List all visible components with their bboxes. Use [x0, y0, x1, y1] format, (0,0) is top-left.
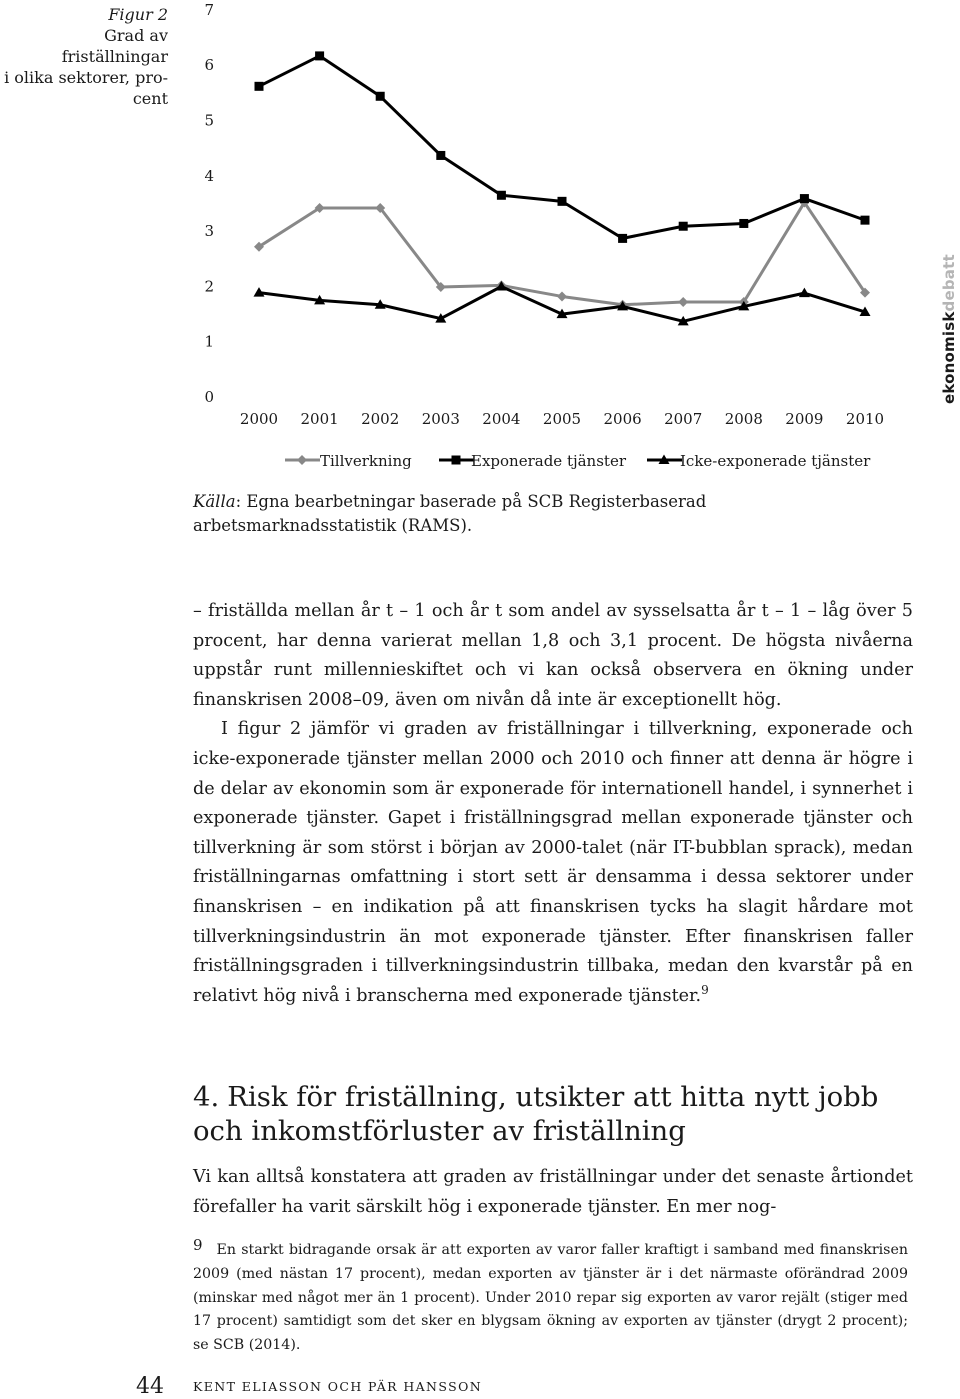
source-label: Källa [193, 492, 236, 511]
data-point-exponerade-tjänster [376, 92, 385, 101]
y-tick-label: 3 [204, 222, 214, 241]
data-point-exponerade-tjänster [558, 197, 567, 206]
data-point-tillverkning [557, 291, 567, 301]
section-number: 4. [193, 1081, 220, 1113]
footnote-number: 9 [193, 1236, 203, 1254]
x-tick-label: 2003 [421, 410, 460, 428]
paragraph: Vi kan alltså konstatera att graden av friställningar under det senaste årtiondet förefaller ha varit särskilt hög i exponerade tjänster. En mer nog- [193, 1167, 913, 1217]
figure-description-line: i olika sektorer, pro- [4, 68, 168, 87]
journal-brand [940, 254, 958, 404]
legend-marker-tillverkning [297, 455, 307, 465]
y-tick-label: 7 [204, 0, 214, 19]
body-text [193, 597, 913, 1011]
footnote [193, 1238, 908, 1358]
data-point-exponerade-tjänster [800, 194, 809, 203]
y-tick-label: 4 [204, 166, 214, 185]
series-line-exponerade-tjänster [259, 56, 865, 238]
page-number: 44 [136, 1374, 164, 1399]
data-point-exponerade-tjänster [255, 82, 264, 91]
x-tick-label: 2001 [300, 410, 339, 428]
figure-source [193, 490, 913, 538]
x-tick-label: 2008 [724, 410, 763, 428]
data-point-exponerade-tjänster [618, 234, 627, 243]
y-tick-label: 5 [204, 111, 214, 130]
footnote-text: En starkt bidragande orsak är att exporten av varor faller kraftigt i samband med finanskrisen 2009 (med nästan 17 procent), medan exporten av tjänster är i det närmaste oförändrad 2009 (minskar med något mer än 1 procent). Under 2010 repar sig exporten av varor rejält (stiger med 17 procent) samtidigt som det sker en blygsam ökning av exporten av tjänster (drygt 2 procent); se SCB (2014). [193, 1242, 908, 1354]
legend-marker-exponerade-tjänster [452, 456, 461, 465]
legend-label: Exponerade tjänster [471, 452, 626, 470]
paragraph: – friställda mellan år t – 1 och år t som andel av sysselsatta år t – 1 – låg över 5 procent, har denna varierat mellan 1,8 och 3,1 procent. De högsta nivåerna uppstår runt millennieskiftet och vi kan också observera en ökning under finanskrisen 2008–09, även om nivån då inte är exceptionellt hög. [193, 601, 913, 710]
brand-part-1: ekonomisk [940, 311, 958, 404]
x-tick-label: 2006 [603, 410, 642, 428]
data-point-exponerade-tjänster [861, 216, 870, 225]
y-tick-label: 6 [204, 56, 214, 75]
data-point-icke-exponerade-tjänster [799, 288, 810, 298]
x-tick-label: 2007 [664, 410, 703, 428]
data-point-exponerade-tjänster [497, 191, 506, 200]
legend-label: Icke-exponerade tjänster [680, 452, 871, 470]
series-line-tillverkning [259, 202, 865, 304]
x-tick-label: 2002 [361, 410, 400, 428]
section-title: Risk för friställning, utsikter att hitta nytt jobb och inkomstförluster av friställning [193, 1081, 879, 1147]
line-chart [0, 0, 960, 480]
legend-label: Tillverkning [320, 452, 412, 470]
x-tick-label: 2004 [482, 410, 521, 428]
y-tick-label: 0 [204, 388, 214, 406]
y-tick-label: 1 [204, 332, 214, 351]
figure-label: Figur 2 [108, 5, 168, 24]
x-tick-label: 2010 [845, 410, 885, 428]
figure-description-line: cent [132, 89, 168, 108]
data-point-tillverkning [678, 297, 688, 307]
footnote-reference[interactable]: 9 [701, 982, 709, 997]
y-tick-label: 2 [204, 277, 214, 296]
paragraph-text: I figur 2 jämför vi graden av friställningar i tillverkning, exponerade och icke-exponerade tjänster mellan 2000 och 2010 och finner att denna är högre i de delar av ekonomin som är exponerade för internationell handel, i synnerhet i exponerade tjänster. Gapet i friställningsgrad mellan exponerade tjänster och tillverkning är som störst i början av 2000-talet (när IT-bubblan sprack), medan friställningarnas omfattning i stort sett är densamma i dessa sektorer under finanskrisen – en indikation på att finanskrisen tycks ha slagit hårdare mot tillverkningsindustrin än mot exponerade tjänster. Efter finanskrisen faller friställningsgraden i tillverkningsindustrin tillbaka, medan den kvarstår på en relativt hög nivå i branscherna med exponerade tjänster. [193, 719, 913, 1006]
data-point-exponerade-tjänster [739, 219, 748, 228]
data-point-exponerade-tjänster [315, 51, 324, 60]
paragraph [193, 715, 913, 1011]
x-tick-label: 2005 [542, 410, 582, 428]
data-point-exponerade-tjänster [436, 151, 445, 160]
brand-part-2: debatt [940, 254, 958, 312]
x-tick-label: 2009 [785, 410, 824, 428]
x-tick-label: 2000 [239, 410, 279, 428]
source-text: : Egna bearbetningar baserade på SCB Registerbaserad arbetsmarknadsstatistik (RAMS). [193, 492, 707, 535]
section-heading [193, 1080, 913, 1148]
figure-description-line: Grad av friställningar [61, 26, 168, 66]
running-footer-authors: KENT ELIASSON OCH PÄR HANSSON [193, 1379, 483, 1394]
data-point-exponerade-tjänster [679, 222, 688, 231]
